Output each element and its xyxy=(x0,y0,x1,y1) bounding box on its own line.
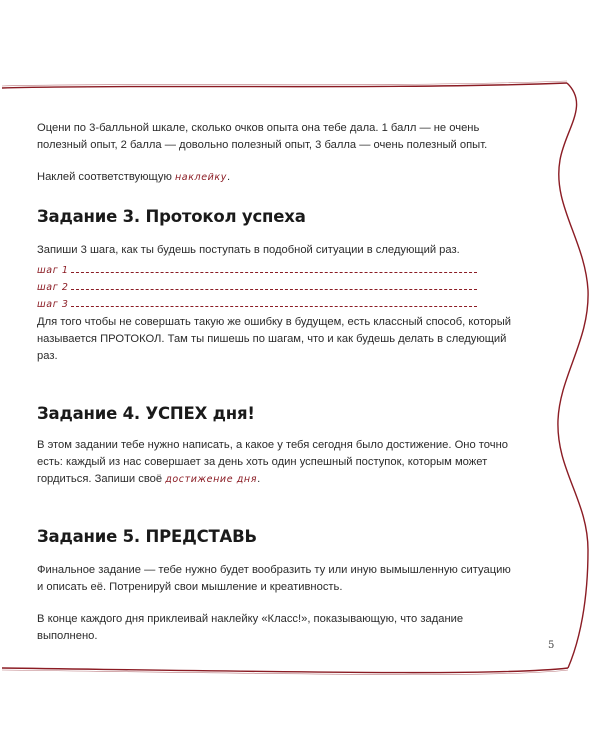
step-list xyxy=(37,263,517,314)
sticker-highlight: наклейку xyxy=(174,171,227,183)
rating-paragraph: Оцени по 3-балльной шкале, сколько очков опыта она тебе дала. 1 балл — не очень полезный опыт, 2 балла — довольно полезный опыт, 3 балла — очень полезный опыт. xyxy=(37,122,488,151)
task4-heading: Задание 4. УСПЕХ дня! xyxy=(37,404,255,424)
task5-sticker-paragraph: В конце каждого дня приклеивай наклейку «Класс!», показывающую, что задание выполнено. xyxy=(37,612,464,642)
step-label: шаг 1 xyxy=(37,264,69,276)
task3-instruction: Запиши 3 шага, как ты будешь поступать в подобной ситуации в следующий раз. xyxy=(37,244,460,257)
task3-heading: Задание 3. Протокол успеха xyxy=(37,207,306,227)
task5-heading: Задание 5. ПРЕДСТАВЬ xyxy=(37,527,257,547)
task4-text: В этом задании тебе нужно написать, а какое у тебя сегодня было достижение. Оно точно есть: каждый из нас совершает за день хоть один успешный поступок, которым может гордиться. Запиши своё xyxy=(37,439,509,485)
step-blank-line xyxy=(71,280,477,290)
step-blank-line xyxy=(71,263,477,273)
task4-paragraph: В этом задании тебе нужно написать, а какое у тебя сегодня было достижение. Оно точно есть: каждый из нас совершает за день хоть один успешный поступок, которым может гордиться. Запиши своё достижение дня. xyxy=(37,439,509,485)
step-label: шаг 3 xyxy=(37,298,69,310)
step-line[interactable] xyxy=(37,297,517,314)
step-line[interactable] xyxy=(37,280,517,297)
step-line[interactable] xyxy=(37,263,517,280)
page-number: 5 xyxy=(548,640,555,651)
sticker-paragraph: Наклей соответствующую наклейку. xyxy=(37,170,231,183)
step-label: шаг 2 xyxy=(37,281,69,293)
achievement-highlight: достижение дня xyxy=(165,473,258,485)
task3-description: Для того чтобы не совершать такую же ошибку в будущем, есть классный способ, который называется ПРОТОКОЛ. Там ты пишешь по шагам, что и как будешь делать в следующий раз. xyxy=(37,315,512,362)
sticker-text: Наклей соответствующую xyxy=(37,170,175,183)
step-blank-line xyxy=(71,297,477,307)
task5-paragraph: Финальное задание — тебе нужно будет вообразить ту или иную вымышленную ситуацию и описать её. Потренируй свои мышление и креативность. xyxy=(37,564,511,594)
page-content xyxy=(37,120,517,644)
